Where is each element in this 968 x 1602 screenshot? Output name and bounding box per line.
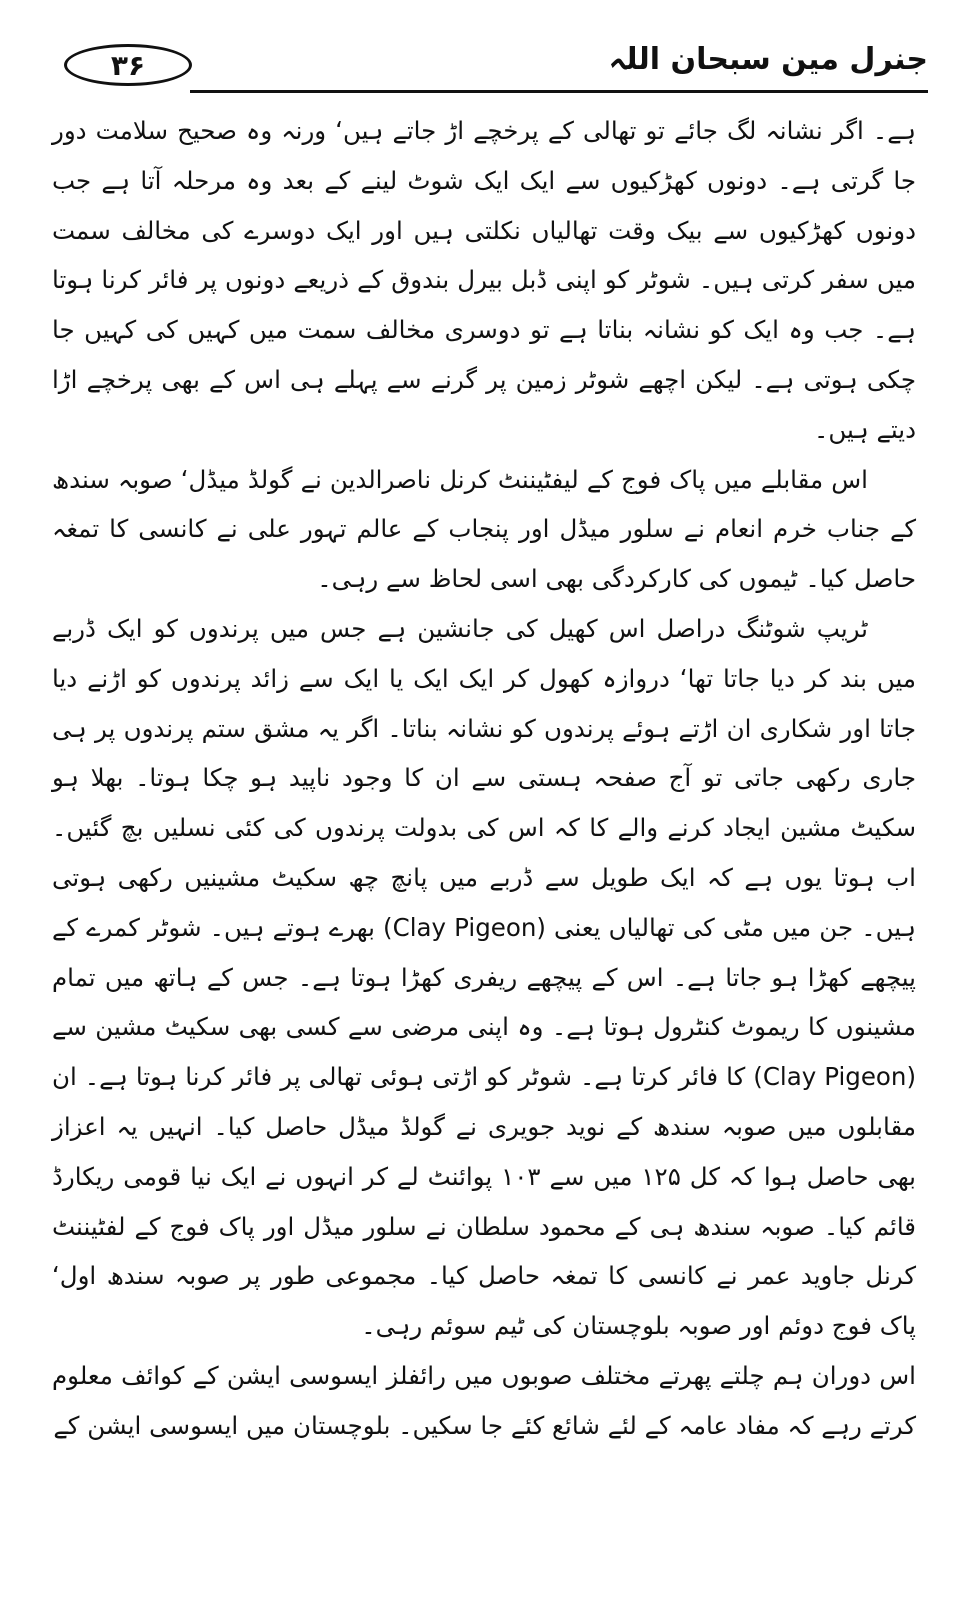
running-title: جنرل مین سبحان اللہ — [608, 42, 928, 77]
paragraph: اس دوران ہم چلتے پھرتے مختلف صوبوں میں رائفلز ایسوسی ایشن کے کوائف معلوم کرتے رہے کہ مفاد عامہ کے لئے شائع کئے جا سکیں۔ بلوچستان میں ایسوسی ایشن کے — [52, 1360, 916, 1440]
paragraph: اس مقابلے میں پاک فوج کے لیفٹیننٹ کرنل ناصرالدین نے گولڈ میڈل‘ صوبہ سندھ کے جناب خرم انعام نے سلور میڈل اور پنجاب کے عالم تہور علی نے کانسی کا تمغہ حاصل کیا۔ ٹیموں کی کارکردگی بھی اسی لحاظ سے رہی۔ — [52, 464, 916, 594]
body-text — [52, 106, 916, 1451]
paragraph: ہے۔ اگر نشانہ لگ جائے تو تھالی کے پرخچے اڑ جاتے ہیں‘ ورنہ وہ صحیح سلامت دور جا گرتی ہے۔ دونوں کھڑکیوں سے ایک ایک شوٹ لینے کے بعد وہ مرحلہ آتا ہے جب دونوں کھڑکیوں سے بیک وقت تھالیاں نکلتی ہیں اور ایک دوسرے کی مخالف سمت میں سفر کرتی ہیں۔ شوٹر کو اپنی ڈبل بیرل بندوق کے ذریعے دونوں پر فائر کرنا ہوتا ہے۔ جب وہ ایک کو نشانہ بناتا ہے تو دوسری مخالف سمت میں کہیں کی کہیں جا چکی ہوتی ہے۔ لیکن اچھے شوٹر زمین پر گرنے سے پہلے ہی اس کے بھی پرخچے اڑا دیتے ہیں۔ — [52, 116, 916, 444]
page-number: ۳۶ — [64, 44, 192, 86]
header-rule — [190, 90, 928, 93]
paragraph: ٹریپ شوٹنگ دراصل اس کھیل کی جانشین ہے جس میں پرندوں کو ایک ڈربے میں بند کر دیا جاتا تھا‘ دروازہ کھول کر ایک ایک یا ایک سے زائد پرندوں کو اڑنے دیا جاتا اور شکاری ان اڑتے ہوئے پرندوں کو نشانہ بناتا۔ اگر یہ مشق ستم پرندوں پر ہی جاری رکھی جاتی تو آج صفحہ ہستی سے ان کا وجود ناپید ہو چکا ہوتا۔ بھلا ہو سکیٹ مشین ایجاد کرنے والے کا کہ اس کی بدولت پرندوں کی کئی نسلیں بچ گئیں۔ اب ہوتا یوں ہے کہ ایک طویل سے ڈربے میں پانچ چھ سکیٹ مشینیں رکھی ہوتی ہیں۔ جن میں مٹی کی تھالیاں یعنی (Clay Pigeon) بھرے ہوتے ہیں۔ شوٹر کمرے کے پیچھے کھڑا ہو جاتا ہے۔ اس کے پیچھے ریفری کھڑا ہوتا ہے۔ جس کے ہاتھ میں تمام مشینوں کا ریموٹ کنٹرول ہوتا ہے۔ وہ اپنی مرضی سے کسی بھی سکیٹ مشین سے (Clay Pigeon) کا فائر کرتا ہے۔ شوٹر کو اڑتی ہوئی تھالی پر فائر کرنا ہوتا ہے۔ ان مقابلوں میں صوبہ سندھ کے نوید جویری نے گولڈ میڈل حاصل کیا۔ انہیں یہ اعزاز بھی حاصل ہوا کہ کل ۱۲۵ میں سے ۱۰۳ پوائنٹ لے کر انہوں نے ایک نیا قومی ریکارڈ قائم کیا۔ صوبہ سندھ ہی کے محمود سلطان نے سلور میڈل اور پاک فوج کے لفٹیننٹ کرنل جاوید عمر نے کانسی کا تمغہ حاصل کیا۔ مجموعی طور پر صوبہ سندھ اول‘ پاک فوج دوئم اور صوبہ بلوچستان کی ٹیم سوئم رہی۔ — [52, 613, 916, 1341]
page-header — [40, 38, 928, 96]
